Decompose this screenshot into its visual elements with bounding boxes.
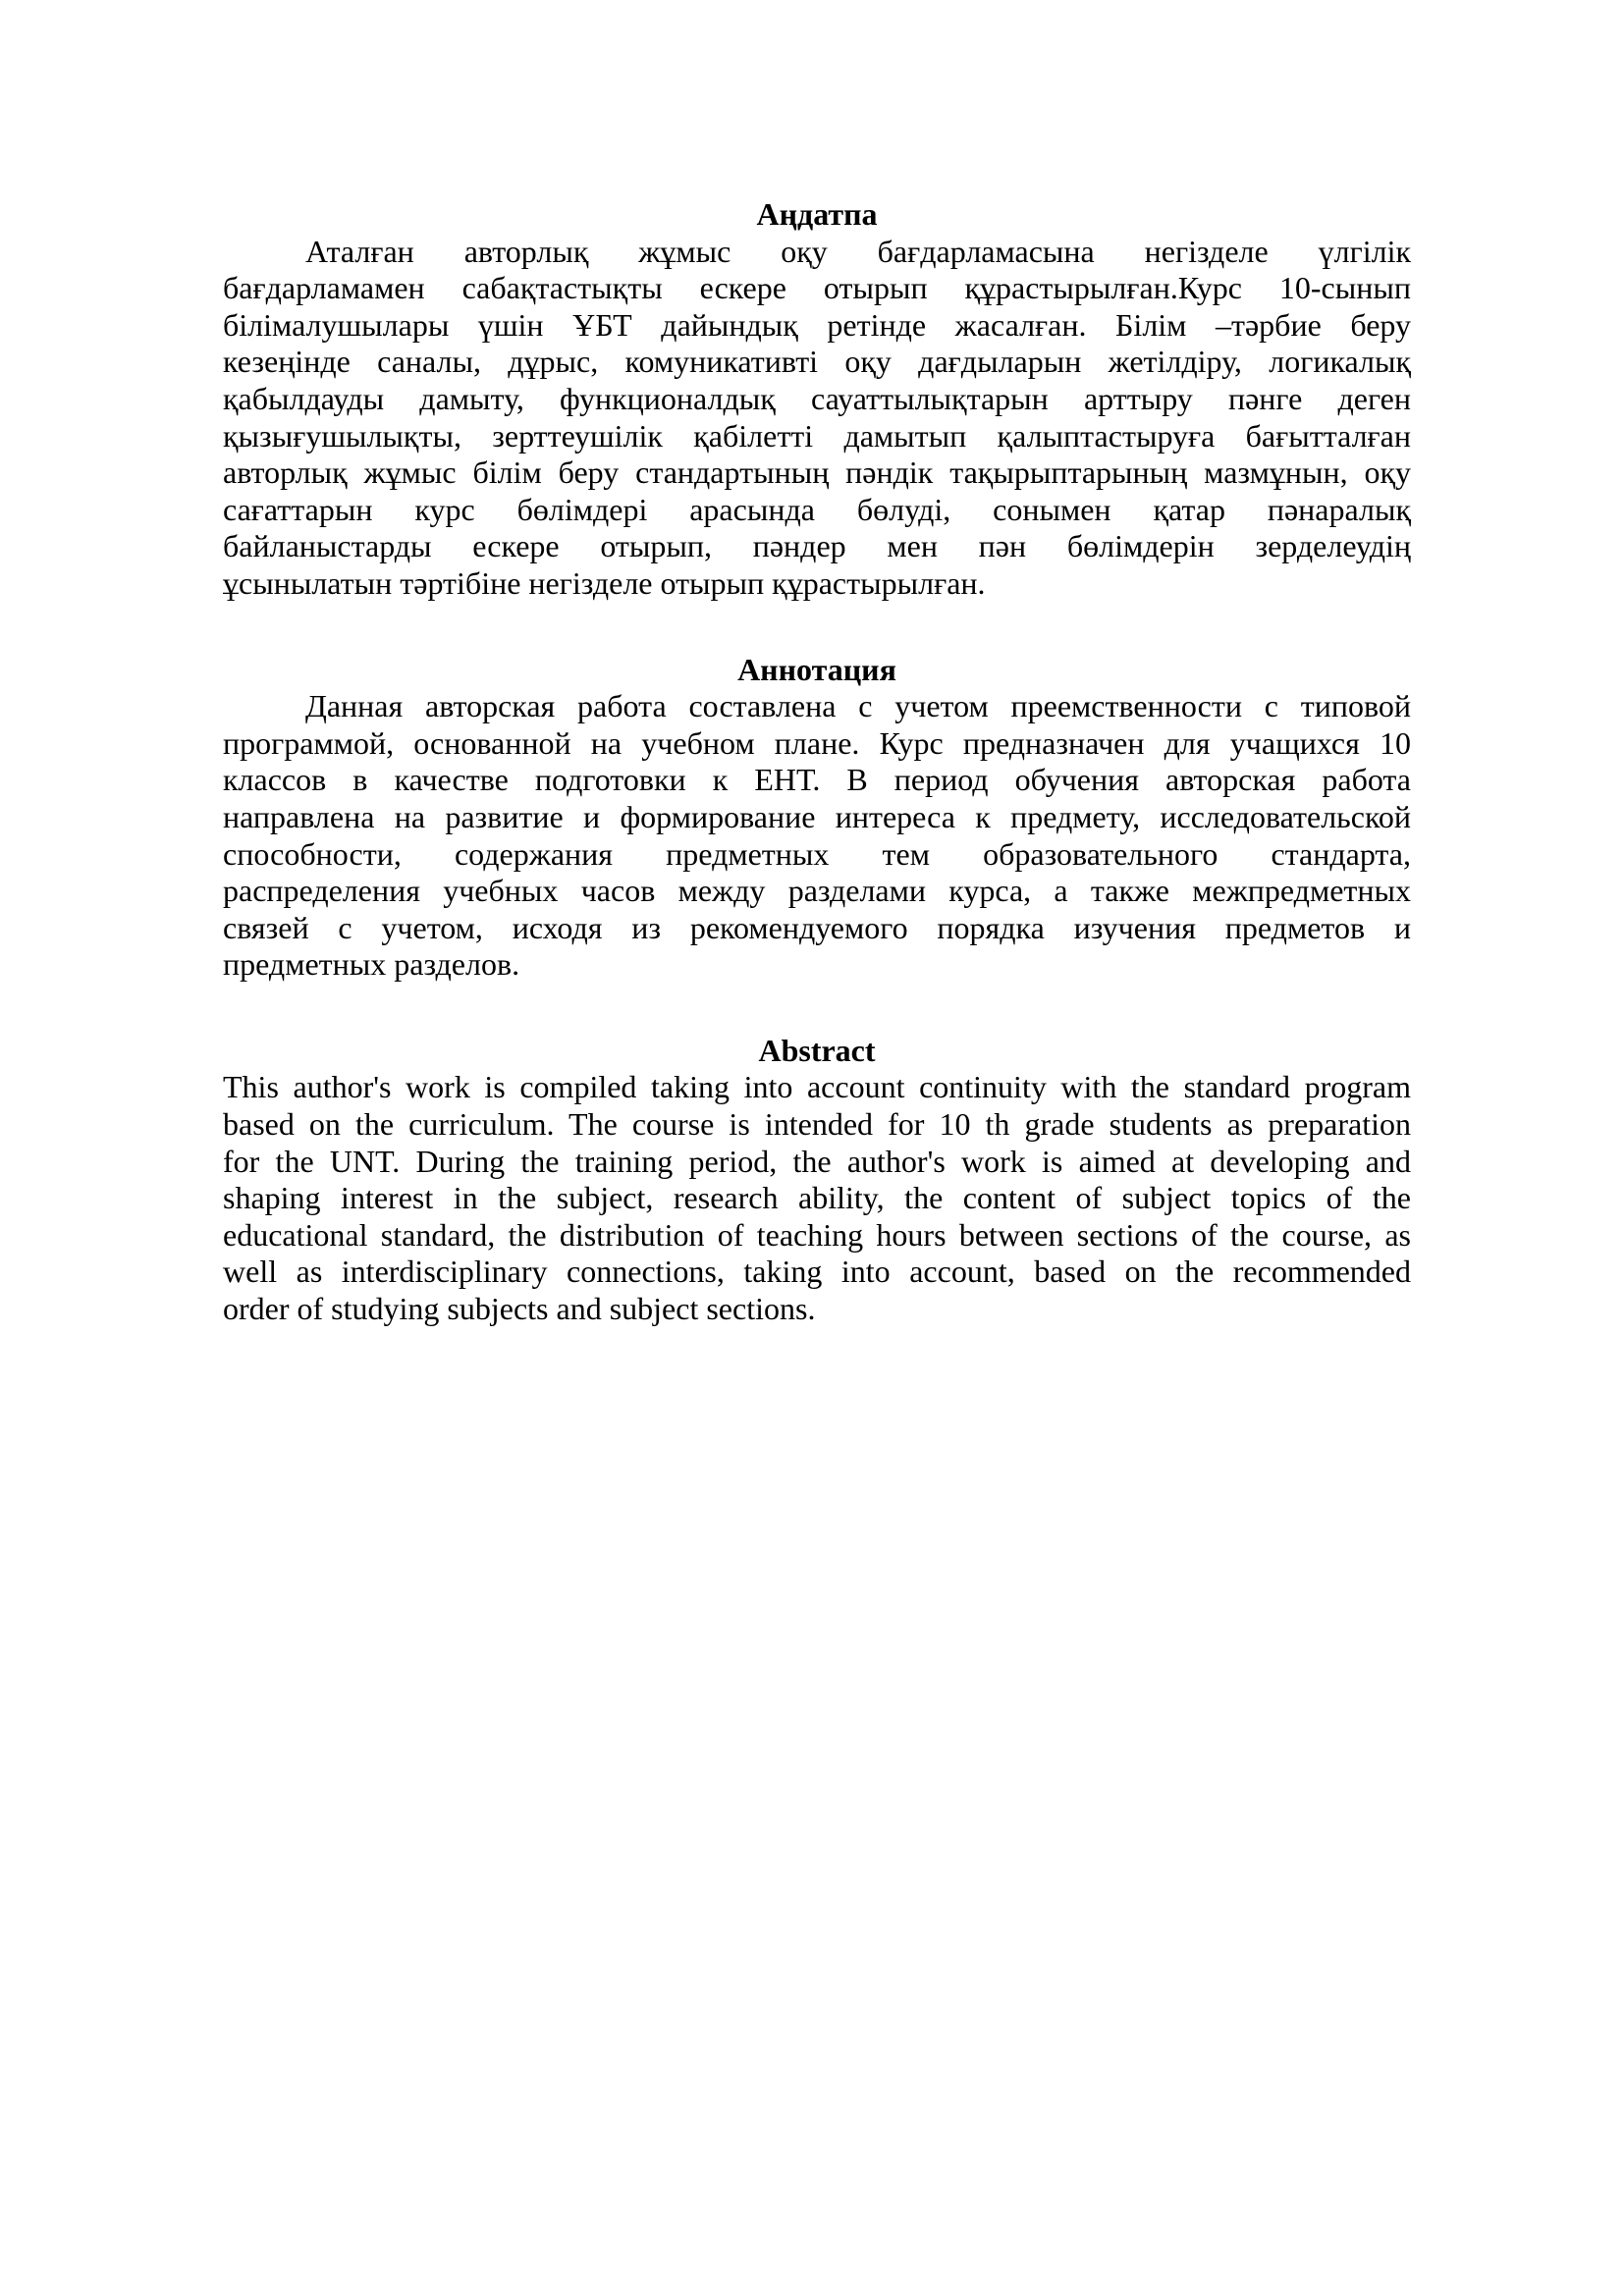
text-line: предметных разделов. — [223, 946, 520, 983]
text-line: кезеңінде саналы, дұрыс, комуникативті оқу дағдыларын жетілдіру, логикалық — [223, 344, 1411, 380]
paragraph — [223, 1069, 1411, 1327]
text-line: программой, основанной на учебном плане. Курс предназначен для учащихся 10 — [223, 724, 1411, 761]
text-line: распределения учебных часов между разделами курса, а также межпредметных — [223, 873, 1411, 909]
text-line: направлена на развитие и формирование интереса к предмету, исследовательской — [223, 798, 1411, 834]
section-gap — [223, 603, 1411, 652]
text-line: for the UNT. During the training period, the author's work is aimed at developing and — [223, 1143, 1411, 1179]
paragraph — [223, 688, 1411, 984]
text-line: Аталған авторлық жұмыс оқу бағдарламасына негізделе үлгілік — [305, 233, 1411, 269]
section-title: Аңдатпа — [756, 196, 878, 232]
text-line: Данная авторская работа составлена с учетом преемственности с типовой — [305, 688, 1411, 724]
text-line: связей с учетом, исходя из рекомендуемого порядка изучения предметов и — [223, 909, 1411, 945]
section-gap — [223, 984, 1411, 1033]
text-line: order of studying subjects and subject sections. — [223, 1291, 816, 1327]
text-line: авторлық жұмыс білім беру стандартының пәндік тақырыптарының мазмұнын, оқу — [223, 454, 1411, 491]
section-title: Abstract — [758, 1032, 876, 1068]
text-line: способности, содержания предметных тем образовательного стандарта, — [223, 835, 1411, 872]
section-kazakh-annotation — [223, 196, 1411, 603]
text-line: классов в качестве подготовки к ЕНТ. В период обучения авторская работа — [223, 762, 1411, 798]
section-title: Аннотация — [737, 651, 896, 687]
text-line: educational standard, the distribution of teaching hours between sections of the course, as — [223, 1216, 1411, 1253]
text-line: shaping interest in the subject, research ability, the content of subject topics of the — [223, 1180, 1411, 1216]
section-english-abstract — [223, 1033, 1411, 1328]
section-russian-annotation — [223, 652, 1411, 984]
text-line: сағаттарын курс бөлімдері арасында бөлуді, сонымен қатар пәнаралық — [223, 491, 1411, 527]
text-line: бағдарламамен сабақтастықты ескере отырып құрастырылған.Курс 10-сынып — [223, 270, 1411, 306]
text-line: қабылдауды дамыту, функционалдық сауаттылықтарын арттыру пәнге деген — [223, 380, 1411, 416]
paragraph — [223, 234, 1411, 603]
text-line: білімалушылары үшін ҰБТ дайындық ретінде жасалған. Білім –тәрбие беру — [223, 306, 1411, 343]
text-line: қызығушылықты, зерттеушілік қабілетті дамытып қалыптастыруға бағытталған — [223, 417, 1411, 454]
text-line: well as interdisciplinary connections, taking into account, based on the recommended — [223, 1254, 1411, 1290]
text-line: байланыстарды ескере отырып, пәндер мен пән бөлімдерін зерделеудің — [223, 528, 1411, 564]
text-line: based on the curriculum. The course is intended for 10 th grade students as preparation — [223, 1106, 1411, 1143]
text-line: ұсынылатын тәртібіне негізделе отырып құрастырылған. — [223, 564, 986, 601]
text-line: This author's work is compiled taking into account continuity with the standard program — [223, 1069, 1411, 1105]
